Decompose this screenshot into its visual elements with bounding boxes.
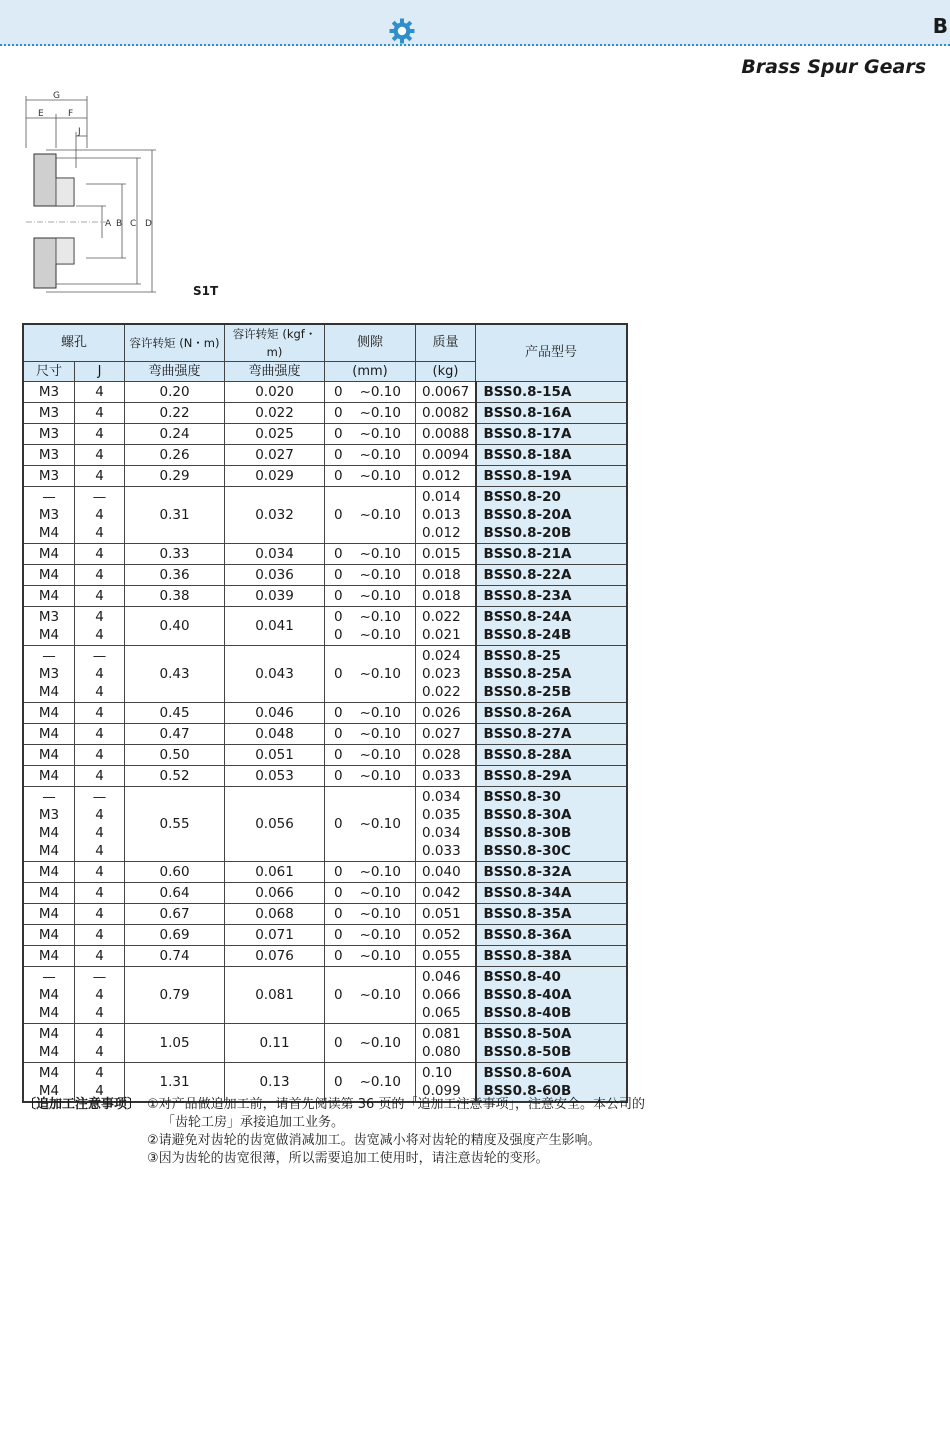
- cell-mass: 0.024 0.023 0.022: [416, 646, 476, 703]
- cell-product-code: BSS0.8-38A: [476, 946, 627, 967]
- header-screw-hole: 螺孔: [24, 325, 125, 362]
- header-torque-nm: 容许转矩 (N・m): [125, 325, 225, 362]
- table-row: [24, 745, 627, 766]
- drawing-type-label: S1T: [193, 284, 219, 298]
- table-row: [24, 424, 627, 445]
- cell-torque-nm: 0.69: [125, 925, 225, 946]
- cell-backlash: 0 ~0.10: [325, 544, 416, 565]
- cell-mass: 0.051: [416, 904, 476, 925]
- cell-torque-nm: 1.31: [125, 1063, 225, 1102]
- cell-product-code: BSS0.8-50A BSS0.8-50B: [476, 1024, 627, 1063]
- cell-torque-kgfm: 0.034: [225, 544, 325, 565]
- cell-torque-nm: 0.24: [125, 424, 225, 445]
- cell-size: M4 M4: [24, 1063, 75, 1102]
- cell-size: M3: [24, 403, 75, 424]
- cell-product-code: BSS0.8-21A: [476, 544, 627, 565]
- cell-product-code: BSS0.8-16A: [476, 403, 627, 424]
- cell-size: M3: [24, 382, 75, 403]
- cell-product-code: BSS0.8-30 BSS0.8-30A BSS0.8-30B BSS0.8-30C: [476, 787, 627, 862]
- cell-size: M4: [24, 586, 75, 607]
- cell-j: 4: [75, 724, 125, 745]
- cell-torque-kgfm: 0.056: [225, 787, 325, 862]
- header-j: J: [75, 362, 125, 382]
- cell-size: — M4 M4: [24, 967, 75, 1024]
- cell-size: M3: [24, 466, 75, 487]
- cell-product-code: BSS0.8-29A: [476, 766, 627, 787]
- cell-backlash: 0 ~0.10: [325, 967, 416, 1024]
- cell-size: M4: [24, 745, 75, 766]
- cell-torque-kgfm: 0.025: [225, 424, 325, 445]
- table-row: [24, 646, 627, 703]
- cell-torque-kgfm: 0.022: [225, 403, 325, 424]
- cell-torque-nm: 0.33: [125, 544, 225, 565]
- cell-product-code: BSS0.8-26A: [476, 703, 627, 724]
- table-row: [24, 487, 627, 544]
- dim-label-f: F: [68, 109, 74, 119]
- table-row: [24, 724, 627, 745]
- cell-backlash: 0 ~0.10: [325, 487, 416, 544]
- cell-backlash: 0 ~0.10: [325, 424, 416, 445]
- note-item: ③因为齿轮的齿宽很薄，所以需要追加工使用时，请注意齿轮的变形。: [147, 1151, 549, 1166]
- cell-mass: 0.014 0.013 0.012: [416, 487, 476, 544]
- cell-size: M3: [24, 445, 75, 466]
- cell-torque-nm: 0.20: [125, 382, 225, 403]
- cell-torque-kgfm: 0.061: [225, 862, 325, 883]
- cell-mass: 0.022 0.021: [416, 607, 476, 646]
- cell-backlash: 0 ~0.10: [325, 946, 416, 967]
- table-row: [24, 586, 627, 607]
- cell-mass: 0.012: [416, 466, 476, 487]
- cell-product-code: BSS0.8-23A: [476, 586, 627, 607]
- cell-product-code: BSS0.8-22A: [476, 565, 627, 586]
- cell-j: 4: [75, 883, 125, 904]
- table-row: [24, 382, 627, 403]
- cell-backlash: 0 ~0.10 0 ~0.10: [325, 607, 416, 646]
- cell-torque-nm: 0.55: [125, 787, 225, 862]
- cell-backlash: 0 ~0.10: [325, 646, 416, 703]
- cell-torque-kgfm: 0.029: [225, 466, 325, 487]
- cell-j: 4: [75, 565, 125, 586]
- dim-label-e: E: [38, 109, 44, 119]
- dim-label-d: D: [145, 219, 152, 229]
- cell-size: M4: [24, 724, 75, 745]
- cell-mass: 0.018: [416, 565, 476, 586]
- cell-size: M3: [24, 424, 75, 445]
- cell-backlash: 0 ~0.10: [325, 445, 416, 466]
- cell-j: 4 4: [75, 1024, 125, 1063]
- cell-torque-nm: 0.38: [125, 586, 225, 607]
- cell-j: 4: [75, 403, 125, 424]
- cell-j: 4: [75, 586, 125, 607]
- cell-product-code: BSS0.8-17A: [476, 424, 627, 445]
- cell-backlash: 0 ~0.10: [325, 925, 416, 946]
- cell-product-code: BSS0.8-19A: [476, 466, 627, 487]
- table-row: [24, 862, 627, 883]
- cell-product-code: BSS0.8-25 BSS0.8-25A BSS0.8-25B: [476, 646, 627, 703]
- cell-backlash: 0 ~0.10: [325, 703, 416, 724]
- notes-heading: 〔追加工注意事项〕: [23, 1097, 141, 1112]
- cell-torque-nm: 0.29: [125, 466, 225, 487]
- cell-size: M4: [24, 703, 75, 724]
- cell-j: 4: [75, 703, 125, 724]
- cell-torque-kgfm: 0.081: [225, 967, 325, 1024]
- header-backlash-unit: (mm): [325, 362, 416, 382]
- cell-torque-nm: 0.64: [125, 883, 225, 904]
- cell-mass: 0.046 0.066 0.065: [416, 967, 476, 1024]
- cell-j: 4: [75, 745, 125, 766]
- cell-torque-nm: 0.36: [125, 565, 225, 586]
- table-row: [24, 883, 627, 904]
- cell-product-code: BSS0.8-40 BSS0.8-40A BSS0.8-40B: [476, 967, 627, 1024]
- cell-torque-nm: 0.43: [125, 646, 225, 703]
- cell-mass: 0.040: [416, 862, 476, 883]
- cell-backlash: 0 ~0.10: [325, 382, 416, 403]
- cell-j: 4: [75, 382, 125, 403]
- header-code: 产品型号: [476, 325, 627, 382]
- cell-mass: 0.0094: [416, 445, 476, 466]
- cell-mass: 0.0082: [416, 403, 476, 424]
- cell-backlash: 0 ~0.10: [325, 862, 416, 883]
- cell-product-code: BSS0.8-18A: [476, 445, 627, 466]
- cell-size: M4: [24, 904, 75, 925]
- cell-j: 4: [75, 862, 125, 883]
- cell-torque-nm: 0.40: [125, 607, 225, 646]
- cell-size: M4: [24, 925, 75, 946]
- header-band: [0, 0, 950, 46]
- table-row: [24, 946, 627, 967]
- cell-backlash: 0 ~0.10: [325, 1024, 416, 1063]
- cell-mass: 0.10 0.099: [416, 1063, 476, 1102]
- header-torque-kgfm: 容许转矩 (kgf・m): [225, 325, 325, 362]
- cell-size: M4: [24, 766, 75, 787]
- cell-mass: 0.027: [416, 724, 476, 745]
- cell-j: 4: [75, 904, 125, 925]
- cell-backlash: 0 ~0.10: [325, 586, 416, 607]
- dim-label-a: A: [105, 219, 112, 229]
- note-item: ②请避免对齿轮的齿宽做消减加工。齿宽减小将对齿轮的精度及强度产生影响。: [147, 1133, 601, 1148]
- table-row: [24, 565, 627, 586]
- cell-mass: 0.028: [416, 745, 476, 766]
- cell-product-code: BSS0.8-60A BSS0.8-60B: [476, 1063, 627, 1102]
- cell-torque-kgfm: 0.032: [225, 487, 325, 544]
- header-bending-1: 弯曲强度: [125, 362, 225, 382]
- cell-torque-kgfm: 0.13: [225, 1063, 325, 1102]
- cell-j: 4: [75, 946, 125, 967]
- table-row: [24, 967, 627, 1024]
- section-letter: B: [932, 14, 948, 38]
- cell-j: — 4 4: [75, 487, 125, 544]
- cell-torque-nm: 0.50: [125, 745, 225, 766]
- cell-size: M4 M4: [24, 1024, 75, 1063]
- cell-j: 4: [75, 925, 125, 946]
- cell-j: 4: [75, 424, 125, 445]
- cell-torque-nm: 0.60: [125, 862, 225, 883]
- table-row: [24, 403, 627, 424]
- cell-backlash: 0 ~0.10: [325, 565, 416, 586]
- cell-j: 4 4: [75, 607, 125, 646]
- cell-mass: 0.0088: [416, 424, 476, 445]
- series-title: Brass Spur Gears: [741, 56, 926, 78]
- header-bending-2: 弯曲强度: [225, 362, 325, 382]
- cell-size: M4: [24, 565, 75, 586]
- cell-torque-kgfm: 0.041: [225, 607, 325, 646]
- cell-backlash: 0 ~0.10: [325, 745, 416, 766]
- table-row: [24, 925, 627, 946]
- cell-product-code: BSS0.8-35A: [476, 904, 627, 925]
- cell-size: M4: [24, 862, 75, 883]
- dim-label-b: B: [116, 219, 123, 229]
- cell-torque-kgfm: 0.046: [225, 703, 325, 724]
- spec-table: [23, 324, 627, 1102]
- table-row: [24, 787, 627, 862]
- cell-size: — M3 M4: [24, 646, 75, 703]
- cell-j: 4 4: [75, 1063, 125, 1102]
- cell-torque-nm: 0.52: [125, 766, 225, 787]
- dim-label-g: G: [53, 91, 60, 101]
- cell-backlash: 0 ~0.10: [325, 883, 416, 904]
- cell-torque-kgfm: 0.027: [225, 445, 325, 466]
- cell-torque-kgfm: 0.066: [225, 883, 325, 904]
- cell-mass: 0.026: [416, 703, 476, 724]
- cell-torque-nm: 0.26: [125, 445, 225, 466]
- cell-j: 4: [75, 466, 125, 487]
- table-row: [24, 1024, 627, 1063]
- cell-mass: 0.034 0.035 0.034 0.033: [416, 787, 476, 862]
- header-size: 尺寸: [24, 362, 75, 382]
- cell-backlash: 0 ~0.10: [325, 787, 416, 862]
- cell-j: 4: [75, 445, 125, 466]
- table-row: [24, 544, 627, 565]
- cell-mass: 0.0067: [416, 382, 476, 403]
- cell-size: M4: [24, 883, 75, 904]
- cell-backlash: 0 ~0.10: [325, 466, 416, 487]
- cell-product-code: BSS0.8-32A: [476, 862, 627, 883]
- gear-icon: [389, 18, 415, 44]
- table-row: [24, 607, 627, 646]
- cell-backlash: 0 ~0.10: [325, 1063, 416, 1102]
- header-mass: 质量: [416, 325, 476, 362]
- cell-torque-kgfm: 0.039: [225, 586, 325, 607]
- cell-torque-kgfm: 0.076: [225, 946, 325, 967]
- cell-size: M4: [24, 544, 75, 565]
- table-row: [24, 703, 627, 724]
- cell-mass: 0.042: [416, 883, 476, 904]
- cell-product-code: BSS0.8-36A: [476, 925, 627, 946]
- gear-technical-drawing: [16, 88, 166, 300]
- cell-torque-nm: 0.79: [125, 967, 225, 1024]
- cell-size: — M3 M4: [24, 487, 75, 544]
- cell-torque-kgfm: 0.036: [225, 565, 325, 586]
- cell-mass: 0.052: [416, 925, 476, 946]
- table-row: [24, 904, 627, 925]
- cell-torque-nm: 0.74: [125, 946, 225, 967]
- cell-torque-kgfm: 0.053: [225, 766, 325, 787]
- cell-mass: 0.081 0.080: [416, 1024, 476, 1063]
- cell-mass: 0.033: [416, 766, 476, 787]
- cell-j: 4: [75, 766, 125, 787]
- cell-torque-nm: 1.05: [125, 1024, 225, 1063]
- cell-torque-kgfm: 0.071: [225, 925, 325, 946]
- cell-backlash: 0 ~0.10: [325, 766, 416, 787]
- cell-torque-kgfm: 0.11: [225, 1024, 325, 1063]
- cell-j: — 4 4 4: [75, 787, 125, 862]
- cell-torque-kgfm: 0.048: [225, 724, 325, 745]
- cell-product-code: BSS0.8-34A: [476, 883, 627, 904]
- table-row: [24, 466, 627, 487]
- cell-product-code: BSS0.8-20 BSS0.8-20A BSS0.8-20B: [476, 487, 627, 544]
- cell-torque-kgfm: 0.051: [225, 745, 325, 766]
- cell-size: — M3 M4 M4: [24, 787, 75, 862]
- cell-product-code: BSS0.8-15A: [476, 382, 627, 403]
- header-mass-unit: (kg): [416, 362, 476, 382]
- cell-torque-nm: 0.67: [125, 904, 225, 925]
- table-row: [24, 766, 627, 787]
- cell-backlash: 0 ~0.10: [325, 724, 416, 745]
- cell-backlash: 0 ~0.10: [325, 904, 416, 925]
- cell-product-code: BSS0.8-27A: [476, 724, 627, 745]
- cell-torque-kgfm: 0.068: [225, 904, 325, 925]
- dim-label-j: J: [78, 127, 81, 137]
- dim-label-c: C: [130, 219, 137, 229]
- cell-mass: 0.015: [416, 544, 476, 565]
- cell-torque-kgfm: 0.020: [225, 382, 325, 403]
- cell-product-code: BSS0.8-24A BSS0.8-24B: [476, 607, 627, 646]
- cell-j: — 4 4: [75, 967, 125, 1024]
- cell-backlash: 0 ~0.10: [325, 403, 416, 424]
- cell-torque-kgfm: 0.043: [225, 646, 325, 703]
- cell-torque-nm: 0.22: [125, 403, 225, 424]
- note-item: ①对产品做追加工前，请首先阅读第 36 页的「追加工注意事项」，注意安全。本公司的「齿轮工房」承接追加工业务。: [147, 1097, 645, 1130]
- cell-torque-nm: 0.47: [125, 724, 225, 745]
- cell-j: 4: [75, 544, 125, 565]
- cell-torque-nm: 0.45: [125, 703, 225, 724]
- cell-size: M3 M4: [24, 607, 75, 646]
- cell-mass: 0.018: [416, 586, 476, 607]
- cell-size: M4: [24, 946, 75, 967]
- header-backlash: 侧隙: [325, 325, 416, 362]
- cell-torque-nm: 0.31: [125, 487, 225, 544]
- cell-mass: 0.055: [416, 946, 476, 967]
- cell-product-code: BSS0.8-28A: [476, 745, 627, 766]
- cell-j: — 4 4: [75, 646, 125, 703]
- table-row: [24, 445, 627, 466]
